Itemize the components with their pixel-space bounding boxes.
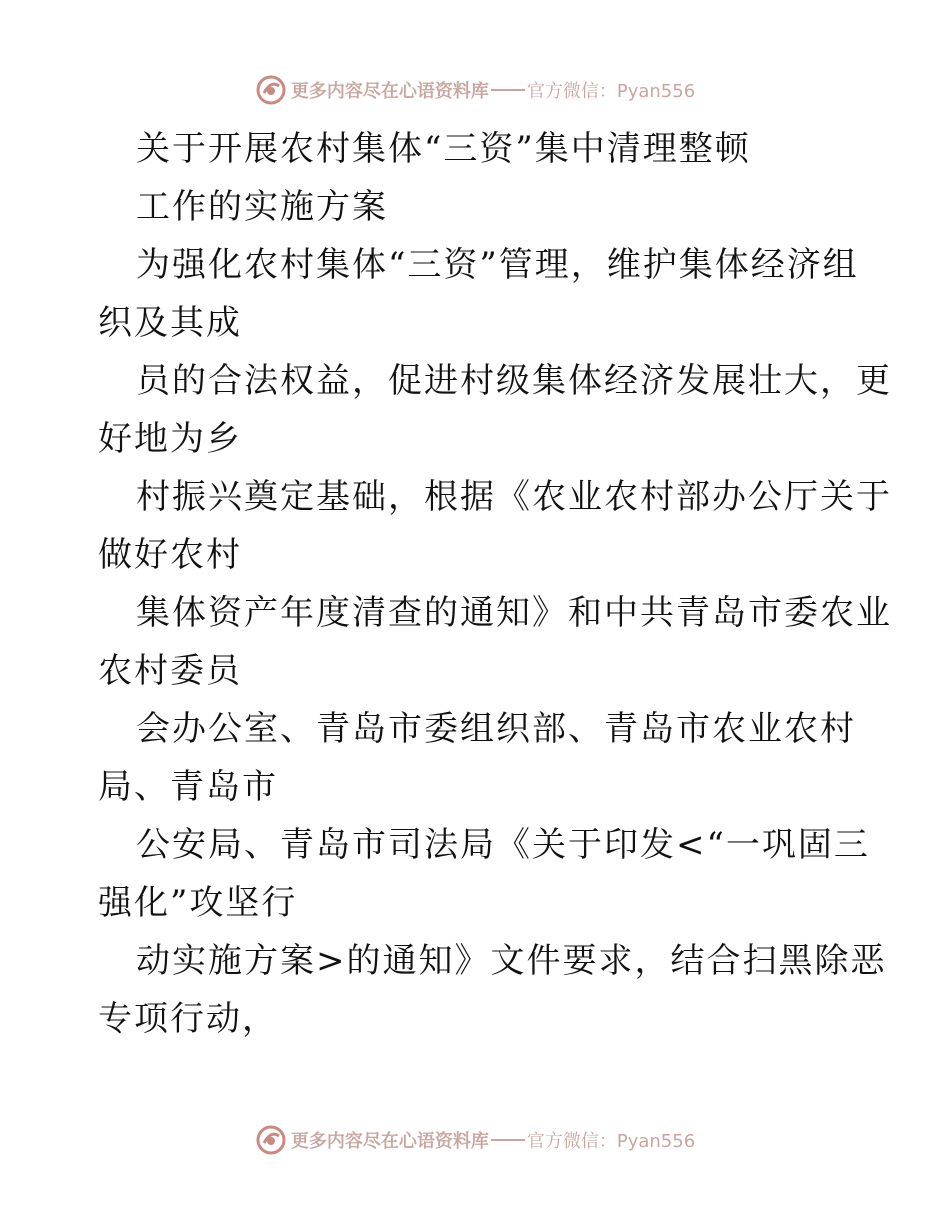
doc-title-line-1: 关于开展农村集体“三资”集中清理整顿 bbox=[136, 129, 751, 169]
doc-text-line: 局、青岛市 bbox=[98, 767, 278, 807]
doc-text-line: 集体资产年度清查的通知》和中共青岛市委农业 bbox=[136, 593, 892, 633]
doc-text-line: 为强化农村集体“三资”管理，维护集体经济组 bbox=[136, 245, 859, 285]
watermark-brand: 更多内容尽在心语资料库 bbox=[290, 1131, 489, 1152]
doc-text-line: 动实施方案>的通知》文件要求，结合扫黑除恶 bbox=[136, 941, 887, 981]
doc-text-line: 农村委员 bbox=[98, 651, 242, 691]
doc-text-line: 员的合法权益，促进村级集体经济发展壮大，更 bbox=[136, 361, 892, 401]
logo-icon bbox=[255, 74, 287, 106]
doc-text-line: 做好农村 bbox=[98, 535, 242, 575]
doc-text-line: 会办公室、青岛市委组织部、青岛市农业农村 bbox=[136, 709, 856, 749]
header-watermark bbox=[0, 72, 950, 108]
watermark-contact: 官方微信：Pyan556 bbox=[526, 81, 696, 102]
doc-text-line: 村振兴奠定基础，根据《农业农村部办公厅关于 bbox=[136, 477, 892, 517]
watermark-dash bbox=[491, 1139, 525, 1141]
doc-text-line: 专项行动， bbox=[98, 999, 278, 1039]
watermark-contact: 官方微信：Pyan556 bbox=[526, 1131, 696, 1152]
watermark-brand: 更多内容尽在心语资料库 bbox=[290, 81, 489, 102]
doc-text-line: 强化”攻坚行 bbox=[98, 883, 298, 923]
doc-text-line: 公安局、青岛市司法局《关于印发<“一巩固三 bbox=[136, 825, 870, 865]
footer-watermark bbox=[0, 1122, 950, 1158]
doc-title-line-2: 工作的实施方案 bbox=[136, 187, 388, 227]
watermark-dash bbox=[491, 89, 525, 91]
logo-icon bbox=[255, 1124, 287, 1156]
doc-text-line: 好地为乡 bbox=[98, 419, 242, 459]
document-body bbox=[98, 120, 892, 1048]
doc-text-line: 织及其成 bbox=[98, 303, 242, 343]
